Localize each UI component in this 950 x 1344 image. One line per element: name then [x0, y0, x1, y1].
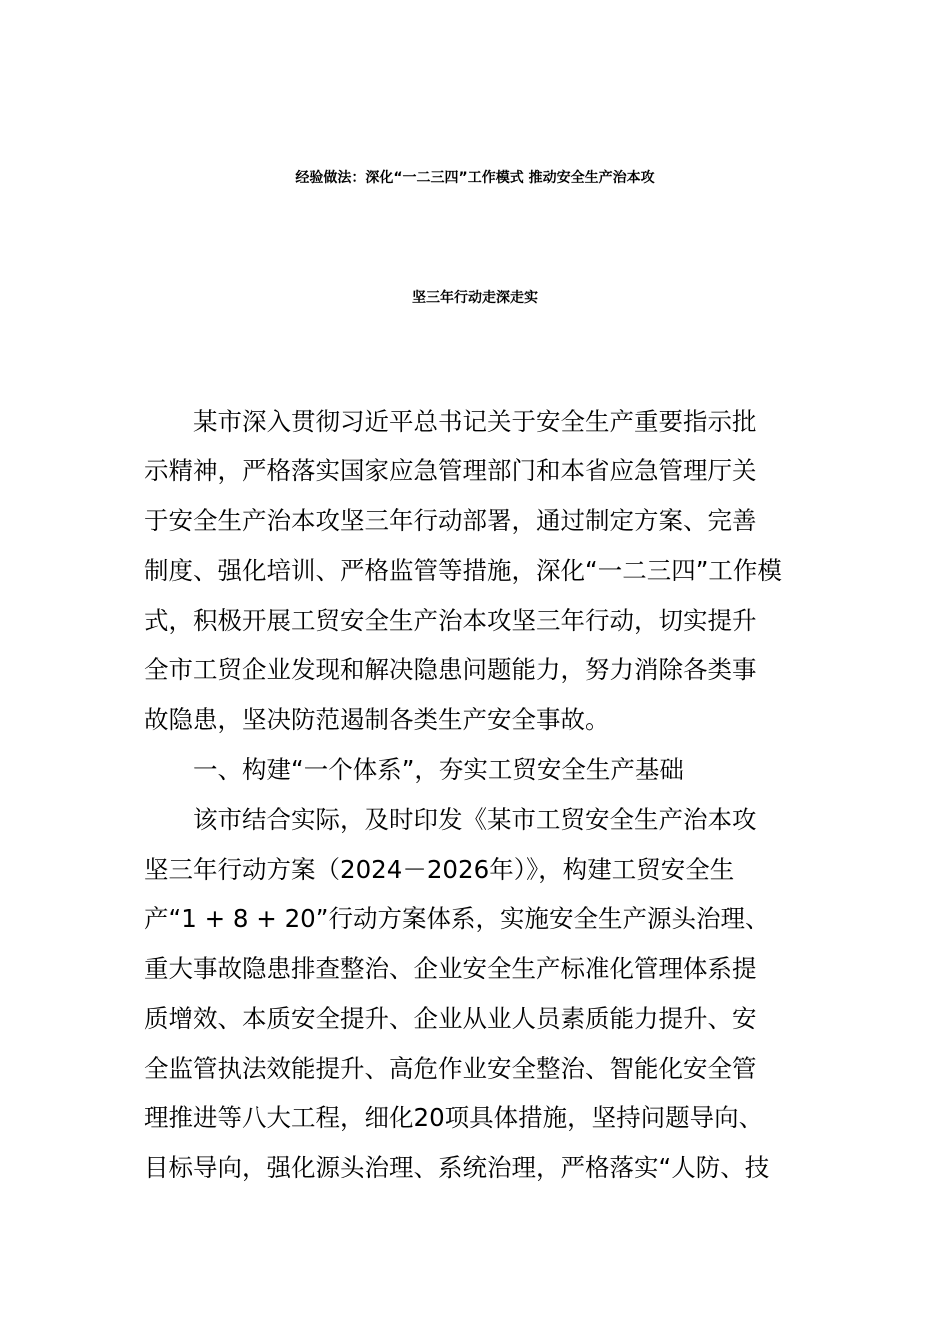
- body-line: 坚三年行动方案（2024－2026年）》，构建工贸安全生: [144, 855, 735, 884]
- body-line: 某市深入贯彻习近平总书记关于安全生产重要指示批: [144, 407, 757, 436]
- body-line: 全监管执法效能提升、高危作业安全整治、智能化安全管: [144, 1054, 757, 1083]
- body-line: 理推进等八大工程，细化20项具体措施，坚持问题导向、: [144, 1103, 764, 1132]
- body-line: 该市结合实际，及时印发《某市工贸安全生产治本攻: [144, 805, 757, 834]
- body-line: 质增效、本质安全提升、企业从业人员素质能力提升、安: [144, 1004, 757, 1033]
- body-line: 目标导向，强化源头治理、系统治理，严格落实“人防、技: [144, 1153, 770, 1182]
- document-title-line-2: 坚三年行动走深走实: [412, 290, 538, 306]
- body-line: 全市工贸企业发现和解决隐患问题能力，努力消除各类事: [144, 655, 757, 684]
- body-line: 重大事故隐患排查整治、企业安全生产标准化管理体系提: [144, 954, 757, 983]
- body-line: 式，积极开展工贸安全生产治本攻坚三年行动，切实提升: [144, 606, 757, 635]
- document-title-line-1: 经验做法：深化“一二三四”工作模式 推动安全生产治本攻: [295, 170, 655, 186]
- body-line: 制度、强化培训、严格监管等措施，深化“一二三四”工作模: [144, 556, 782, 585]
- body-line: 于安全生产治本攻坚三年行动部署，通过制定方案、完善: [144, 506, 757, 535]
- body-line: 故隐患，坚决防范遏制各类生产安全事故。: [144, 705, 610, 734]
- body-line: 示精神，严格落实国家应急管理部门和本省应急管理厅关: [144, 456, 757, 485]
- body-line: 产“1 + 8 + 20”行动方案体系，实施安全生产源头治理、: [144, 904, 770, 933]
- section-heading: 一、构建“一个体系”，夯实工贸安全生产基础: [144, 755, 684, 784]
